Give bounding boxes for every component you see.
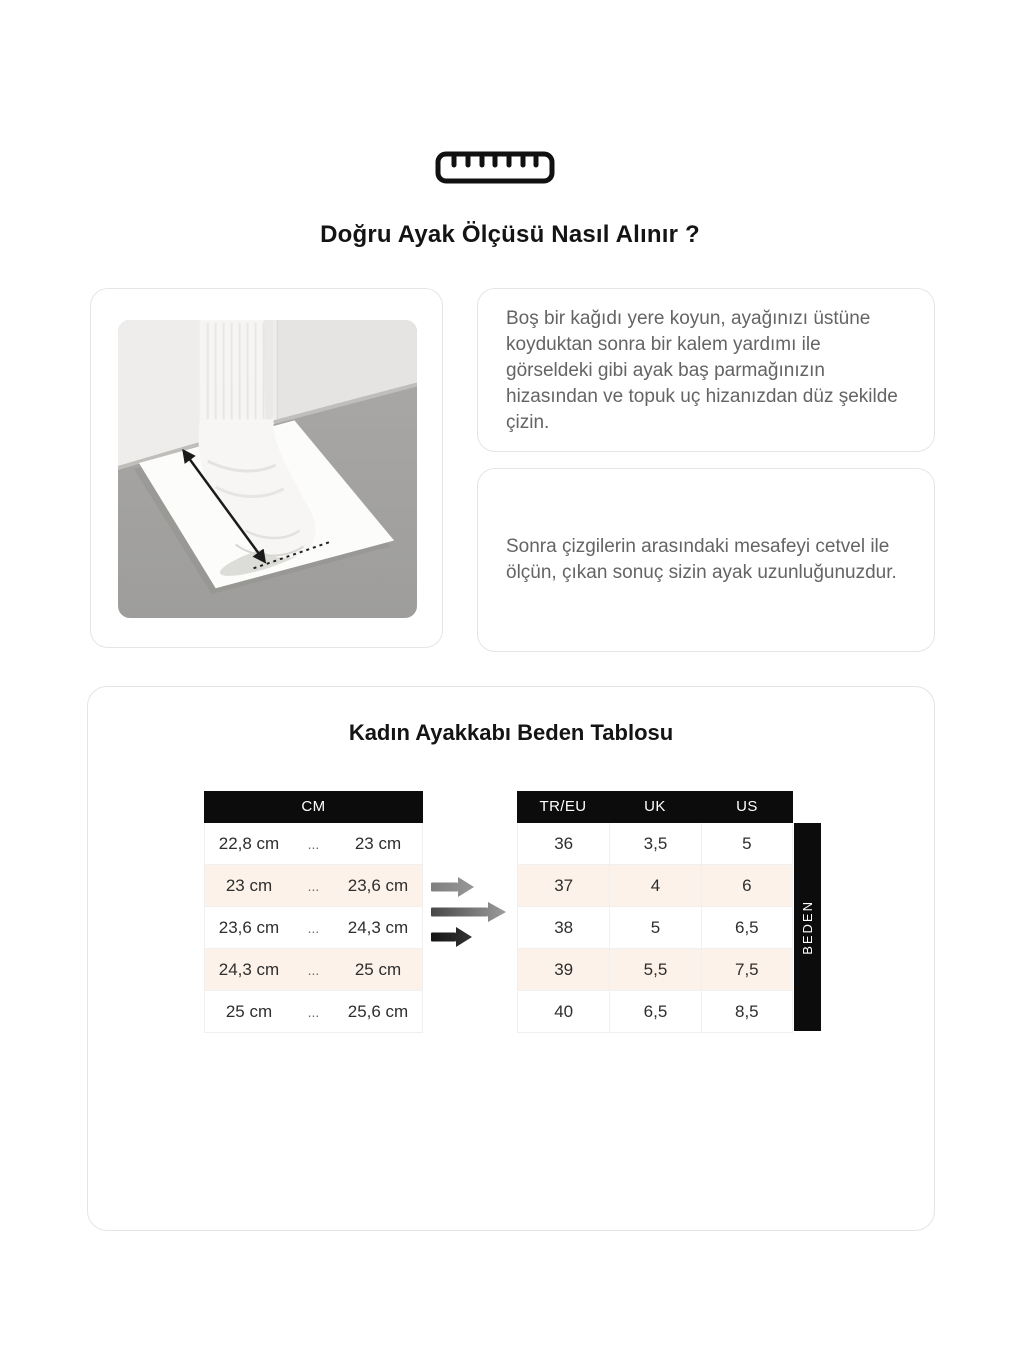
cm-to-value: 24,3 cm bbox=[347, 917, 409, 937]
us-size: 6 bbox=[701, 865, 792, 906]
page-title: Doğru Ayak Ölçüsü Nasıl Alınır ? bbox=[320, 221, 700, 248]
cm-separator: ... bbox=[307, 919, 320, 936]
intl-size-table-body bbox=[517, 823, 793, 1033]
cm-to-value: 25 cm bbox=[354, 959, 402, 979]
foot-measurement-photo bbox=[118, 320, 417, 618]
cm-table bbox=[204, 791, 423, 1033]
col-header-tr-eu: TR/EU bbox=[539, 798, 587, 815]
beden-side-label-text: BEDEN bbox=[800, 899, 815, 955]
cm-to-value: 23,6 cm bbox=[347, 875, 409, 895]
intl-size-table bbox=[517, 791, 793, 1033]
cm-from-value: 23,6 cm bbox=[218, 917, 280, 937]
cm-separator: ... bbox=[307, 835, 320, 852]
size-table-card bbox=[87, 686, 935, 1231]
size-table-row bbox=[518, 823, 792, 865]
ruler-icon bbox=[435, 151, 555, 184]
us-size: 7,5 bbox=[701, 949, 792, 990]
col-header-us: US bbox=[736, 798, 758, 815]
tr-eu-size: 40 bbox=[554, 1002, 574, 1021]
instruction-card-1 bbox=[477, 288, 935, 452]
cm-table-row bbox=[205, 865, 422, 907]
cm-table-body bbox=[204, 823, 423, 1033]
cm-separator: ... bbox=[307, 1003, 320, 1020]
beden-side-label bbox=[794, 823, 821, 1031]
conversion-arrows-icon bbox=[431, 877, 511, 947]
cm-separator: ... bbox=[307, 877, 320, 894]
cm-separator: ... bbox=[307, 961, 320, 978]
cm-table-row bbox=[205, 907, 422, 949]
uk-size: 5 bbox=[609, 907, 700, 948]
instruction-card-2 bbox=[477, 468, 935, 652]
uk-size: 6,5 bbox=[609, 991, 700, 1032]
uk-size: 3,5 bbox=[609, 823, 700, 864]
measurement-photo-card bbox=[90, 288, 443, 648]
tr-eu-size: 36 bbox=[554, 834, 574, 853]
us-size: 8,5 bbox=[701, 991, 792, 1032]
tr-eu-size: 37 bbox=[554, 876, 574, 895]
size-table-row bbox=[518, 991, 792, 1033]
cm-to-value: 25,6 cm bbox=[347, 1001, 409, 1021]
tr-eu-size: 39 bbox=[554, 960, 574, 979]
cm-to-value: 23 cm bbox=[354, 833, 402, 853]
cm-from-value: 23 cm bbox=[225, 875, 273, 895]
col-header-uk: UK bbox=[644, 798, 666, 815]
tr-eu-size: 38 bbox=[554, 918, 574, 937]
us-size: 5 bbox=[701, 823, 792, 864]
cm-from-value: 24,3 cm bbox=[218, 959, 280, 979]
intl-size-table-header bbox=[517, 791, 793, 823]
instruction-step-1-text: Boş bir kağıdı yere koyun, ayağınızı üstüne koyduktan sonra bir kalem yardımı ile görseldeki gibi ayak baş parmağınızın hizasından ve topuk uç hizanızdan düz şekilde çizin. bbox=[506, 308, 898, 433]
size-table-row bbox=[518, 949, 792, 991]
cm-from-value: 22,8 cm bbox=[218, 833, 280, 853]
uk-size: 5,5 bbox=[609, 949, 700, 990]
cm-table-row bbox=[205, 991, 422, 1033]
instruction-step-2-text: Sonra çizgilerin arasındaki mesafeyi cetvel ile ölçün, çıkan sonuç sizin ayak uzunluğunuzdur. bbox=[506, 536, 897, 583]
cm-table-row bbox=[205, 823, 422, 865]
size-table-row bbox=[518, 907, 792, 949]
size-table-title: Kadın Ayakkabı Beden Tablosu bbox=[348, 720, 674, 745]
cm-table-row bbox=[205, 949, 422, 991]
uk-size: 4 bbox=[609, 865, 700, 906]
cm-table-header: CM bbox=[204, 791, 423, 823]
cm-from-value: 25 cm bbox=[225, 1001, 273, 1021]
us-size: 6,5 bbox=[701, 907, 792, 948]
size-table-row bbox=[518, 865, 792, 907]
